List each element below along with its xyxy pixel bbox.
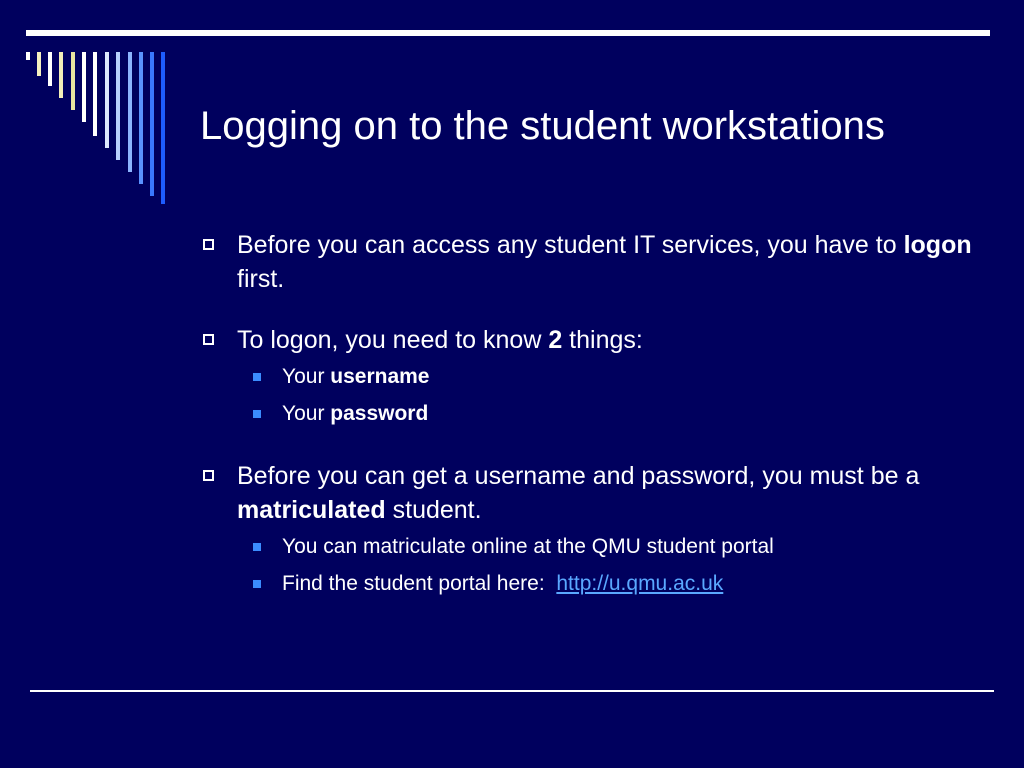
decorative-stripes (0, 0, 180, 220)
filled-square-bullet-icon (253, 410, 261, 418)
stripe (128, 52, 132, 172)
sub-bullet-list (200, 358, 990, 432)
stripe (82, 52, 86, 122)
bullet-text: first. (237, 265, 285, 293)
stripe (139, 52, 143, 184)
sub-bullet-portal (200, 565, 990, 602)
sub-bullet-username (200, 358, 990, 395)
bullet-text: Before you can get a username and password, you must be a (237, 462, 920, 490)
stripe (26, 52, 30, 60)
stripe (37, 52, 41, 76)
stripe (59, 52, 63, 98)
slide-body (200, 228, 990, 602)
sub-bullet-matriculate-online (200, 528, 990, 565)
sub-bullet-list (200, 528, 990, 602)
sub-bullet-bold: password (330, 402, 429, 425)
sub-bullet-bold: username (330, 365, 430, 388)
sub-bullet-text: You can matriculate online at the QMU student portal (282, 535, 774, 558)
filled-square-bullet-icon (253, 580, 261, 588)
sub-bullet-text: Your (282, 402, 331, 425)
stripe (161, 52, 165, 204)
stripe (93, 52, 97, 136)
hollow-square-bullet-icon (203, 334, 214, 345)
stripe (150, 52, 154, 196)
hollow-square-bullet-icon (203, 470, 214, 481)
bullet-bold: matriculated (237, 496, 386, 524)
sub-bullet-text: Your (282, 365, 331, 388)
bullet-text: student. (385, 496, 482, 524)
bullet-matriculated (200, 459, 990, 527)
stripe (105, 52, 109, 148)
sub-bullet-password (200, 395, 990, 432)
bullet-bold: 2 (548, 326, 563, 354)
bottom-rule (30, 690, 994, 692)
filled-square-bullet-icon (253, 373, 261, 381)
hollow-square-bullet-icon (203, 239, 214, 250)
student-portal-link[interactable]: http://u.qmu.ac.uk (556, 572, 724, 595)
bullet-logon (200, 228, 990, 296)
filled-square-bullet-icon (253, 543, 261, 551)
bullet-bold: logon (903, 231, 972, 259)
bullet-text: Before you can access any student IT services, you have to (237, 231, 904, 259)
bullet-text: things: (562, 326, 643, 354)
stripe (48, 52, 52, 86)
sub-bullet-text: Find the student portal here: (282, 572, 557, 595)
bullet-two-things (200, 323, 990, 357)
stripe (116, 52, 120, 160)
slide-title: Logging on to the student workstations (200, 104, 885, 148)
stripe (71, 52, 75, 110)
bullet-text: To logon, you need to know (237, 326, 549, 354)
